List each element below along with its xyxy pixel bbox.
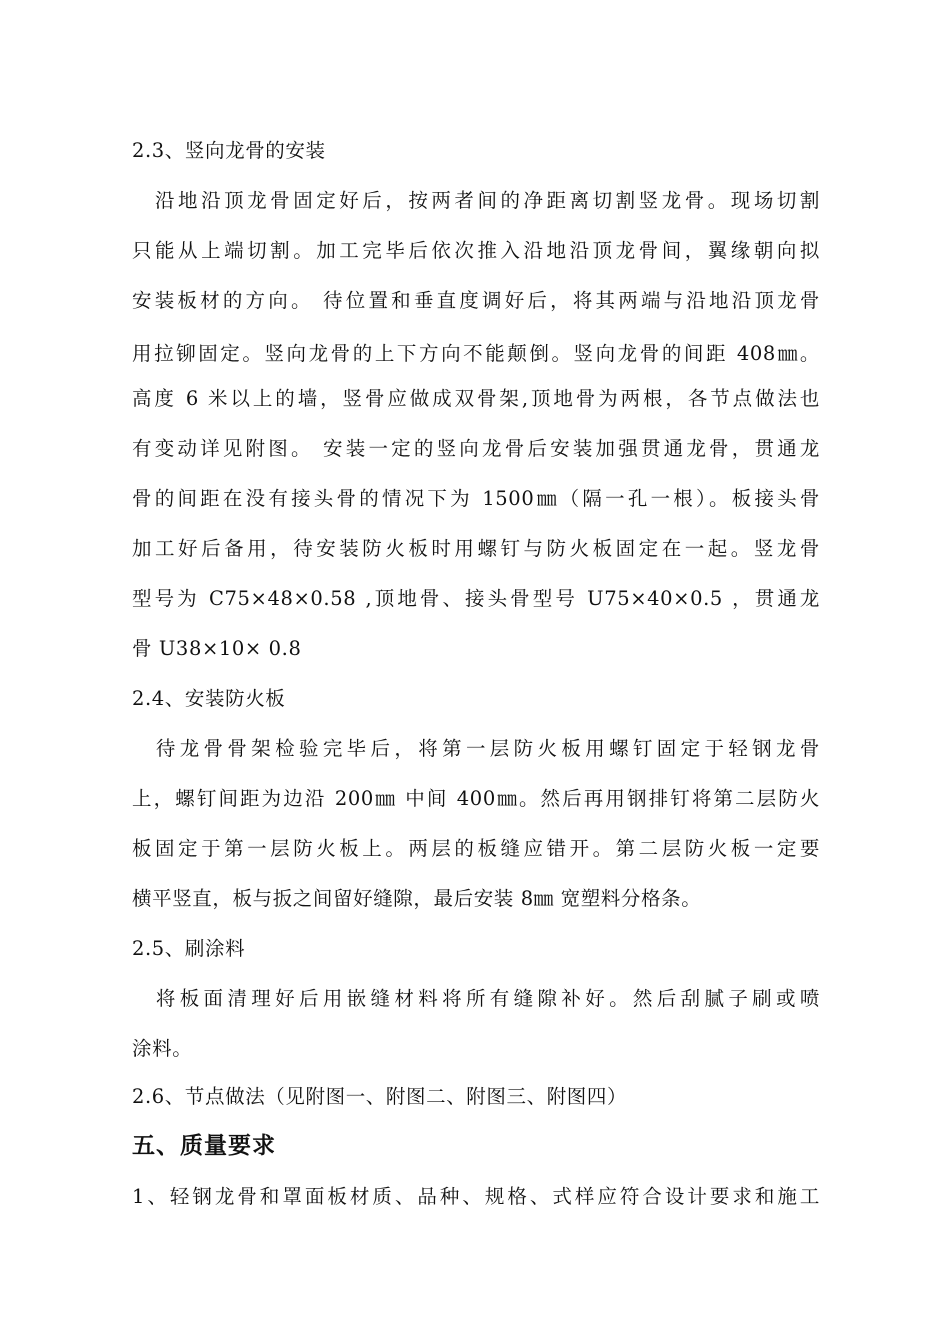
paragraph-line: 待龙骨骨架检验完毕后，将第一层防火板用螺钉固定于轻钢龙骨 [132,737,820,760]
paragraph-line: 上，螺钉间距为边沿 200㎜ 中间 400㎜。然后再用钢排钉将第二层防火 [132,787,820,810]
paragraph-line: 横平竖直，板与扳之间留好缝隙，最后安装 8㎜ 宽塑料分格条。 [132,887,702,910]
paragraph-line: 用拉铆固定。竖向龙骨的上下方向不能颠倒。竖向龙骨的间距 408㎜。 [132,342,820,365]
section-heading-2-6: 2.6、节点做法（见附图一、附图二、附图三、附图四） [132,1085,628,1108]
paragraph-line: 型号为 C75×48×0.58 ,顶地骨、接头骨型号 U75×40×0.5 ，贯通龙 [132,587,820,610]
section-heading-2-4: 2.4、安装防火板 [132,687,286,710]
paragraph-line: 有变动详见附图。 安装一定的竖向龙骨后安装加强贯通龙骨，贯通龙 [132,437,820,460]
section-heading-2-3: 2.3、竖向龙骨的安装 [132,139,326,162]
paragraph-line: 骨 U38×10× 0.8 [132,637,302,660]
paragraph-line: 将板面清理好后用嵌缝材料将所有缝隙补好。然后刮腻子刷或喷 [132,987,820,1010]
paragraph-line: 安装板材的方向。 待位置和垂直度调好后，将其两端与沿地沿顶龙骨 [132,289,820,312]
paragraph-line: 骨的间距在没有接头骨的情况下为 1500㎜（隔一孔一根）。板接头骨 [132,487,820,510]
paragraph-line: 涂料。 [132,1037,193,1060]
paragraph-line: 加工好后备用，待安装防火板时用螺钉与防火板固定在一起。竖龙骨 [132,537,820,560]
paragraph-line: 只能从上端切割。加工完毕后依次推入沿地沿顶龙骨间，翼缘朝向拟 [132,239,820,262]
chapter-heading-quality: 五、质量要求 [132,1133,276,1159]
paragraph-line: 板固定于第一层防火板上。两层的板缝应错开。第二层防火板一定要 [132,837,820,860]
paragraph-line: 高度 6 米以上的墙，竖骨应做成双骨架,顶地骨为两根，各节点做法也 [132,387,820,410]
paragraph-line: 沿地沿顶龙骨固定好后，按两者间的净距离切割竖龙骨。现场切割 [132,189,820,212]
paragraph-line: 1、轻钢龙骨和罩面板材质、品种、规格、式样应符合设计要求和施工 [132,1185,820,1208]
section-heading-2-5: 2.5、刷涂料 [132,937,246,960]
